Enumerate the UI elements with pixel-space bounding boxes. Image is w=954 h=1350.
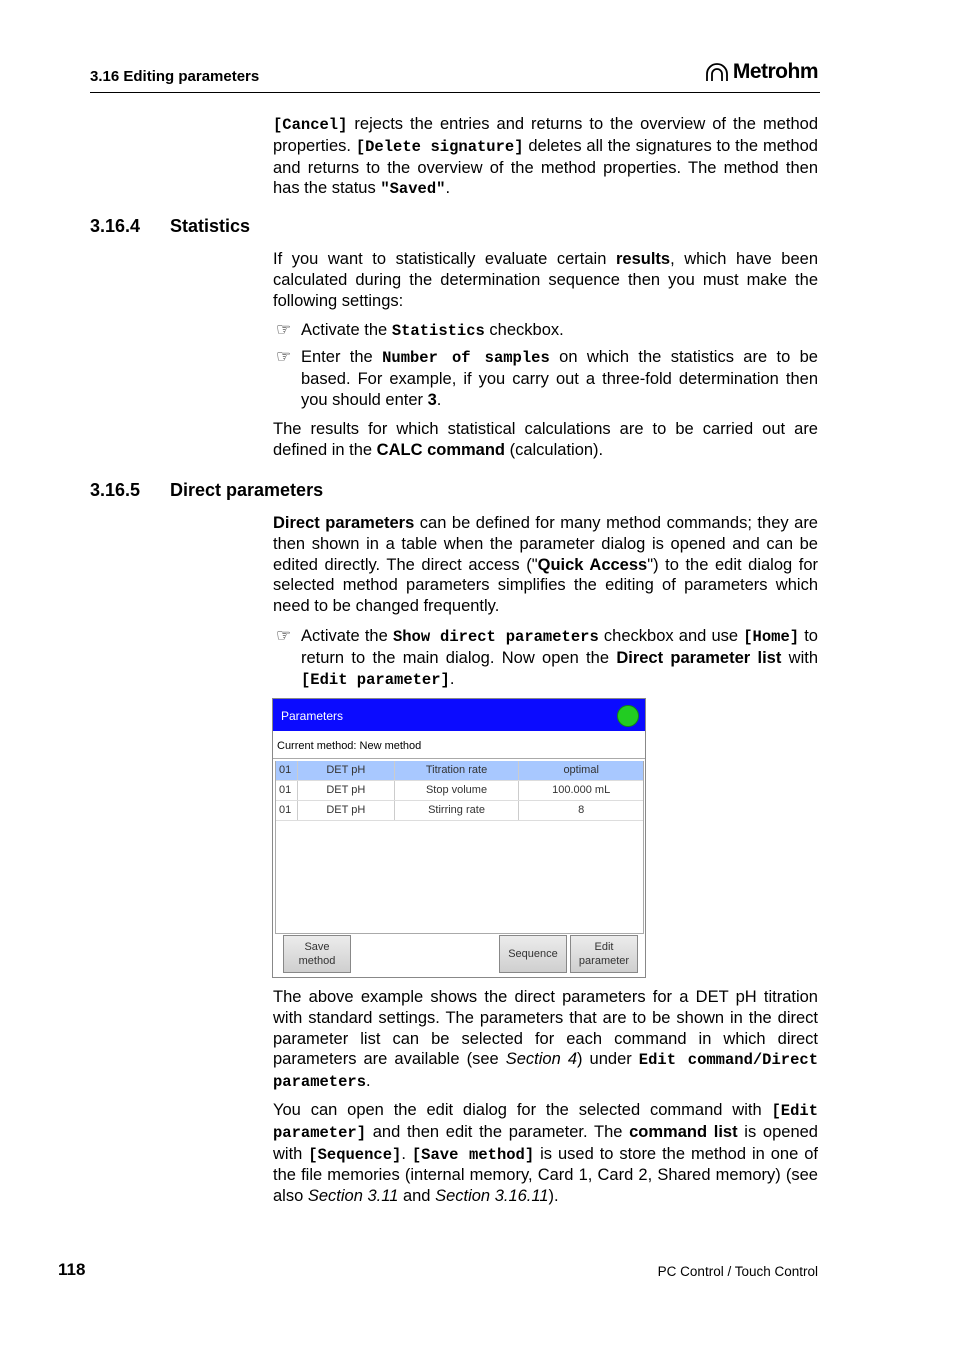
bold-term: Direct parameters (273, 514, 415, 532)
pointing-hand-icon: ☞ (276, 347, 292, 366)
direct-parameters-intro (273, 513, 818, 617)
cell-parameter: Stop volume (395, 781, 520, 800)
text: checkbox. (484, 321, 564, 339)
sequence-button[interactable] (499, 935, 567, 973)
table-row[interactable] (276, 801, 643, 821)
button-label: Edit parameter (578, 941, 630, 967)
bold-term: results (615, 250, 671, 268)
text: deletes all the signatures to the method and returns to the overview of the method properties. The method then has the status (273, 136, 818, 198)
example-paragraph (273, 987, 818, 1093)
logo-text: Metrohm (732, 60, 818, 83)
brand-logo (705, 60, 818, 84)
edit-parameter-ref: [Edit parameter] (273, 1102, 818, 1142)
text: The above example shows the direct parameters for a DET pH titration with standard settings. The parameters that are to be shown in the direct parameter list can be selected for each command in which direct parameters are available (see (273, 988, 818, 1069)
save-method-button[interactable] (283, 935, 351, 973)
text: . (401, 1144, 412, 1163)
section-number: 3.16.4 (90, 216, 141, 236)
section-reference: Section 3.11 (307, 1187, 399, 1206)
calc-paragraph (273, 419, 818, 461)
bullet-show-direct-parameters (276, 626, 818, 690)
text: If you want to statistically evaluate certain (273, 250, 616, 268)
section-title: Direct parameters (170, 480, 324, 500)
statistics-ref: Statistics (391, 322, 485, 340)
direct-parameter-table (275, 761, 644, 934)
product-name: PC Control / Touch Control (657, 1264, 818, 1279)
running-header: 3.16 Editing parameters (90, 68, 260, 85)
edit-parameter-button[interactable] (570, 935, 638, 973)
bullet-statistics-checkbox (276, 320, 818, 342)
button-label: Sequence (508, 948, 558, 960)
cancel-paragraph (273, 114, 818, 200)
text: ) under (577, 1050, 639, 1069)
cancel-ref: [Cancel] (273, 116, 348, 134)
save-method-ref: [Save method] (411, 1145, 535, 1164)
number-of-samples-ref: Number of samples (382, 349, 550, 367)
text: and (398, 1187, 436, 1206)
text: rejects the entries and returns to the overview of the method properties. (273, 115, 818, 155)
bullet-number-of-samples (276, 347, 818, 410)
edit-parameter-ref: [Edit parameter] (301, 670, 450, 689)
pointing-hand-icon: ☞ (276, 626, 292, 645)
section-reference: Section 3.16.11 (435, 1187, 549, 1206)
text: ). (548, 1187, 559, 1206)
status-led-icon (617, 705, 639, 727)
section-heading-direct-parameters (90, 480, 323, 501)
pointing-hand-icon: ☞ (276, 320, 292, 339)
delete-signature-ref: [Delete signature] (355, 137, 524, 156)
bold-term: Direct parameter list (616, 648, 782, 667)
text: . (445, 179, 451, 198)
dialog-title: Parameters (281, 709, 344, 723)
text: . (449, 669, 455, 688)
home-ref: [Home] (743, 628, 800, 646)
button-label: Save method (298, 941, 336, 967)
metrohm-logo-icon (705, 62, 729, 82)
section-title: Statistics (170, 216, 251, 236)
current-method-bar (273, 731, 645, 759)
cell-number: 01 (276, 781, 298, 800)
cell-value: 100.000 mL (552, 784, 611, 796)
current-method-label: Current method: New method (277, 740, 422, 752)
bold-term: command list (629, 1122, 738, 1141)
cell-command: DET pH (298, 801, 395, 820)
text: . (366, 1072, 371, 1091)
text: Activate the (301, 321, 392, 339)
cell-value: 8 (578, 804, 585, 816)
bold-term: Quick Access (537, 555, 648, 574)
sequence-ref: [Sequence] (308, 1145, 402, 1164)
cell-number: 01 (276, 801, 298, 820)
text: ") to the edit dialog for selected method parameters simplifies the editing of parameters which need to be changed frequently. (273, 555, 819, 616)
bold-value: 3 (427, 390, 437, 409)
section-reference: Section 4 (505, 1050, 577, 1069)
text: (calculation). (505, 440, 604, 459)
text: with (781, 648, 818, 667)
text: to return to the main dialog. Now open the (301, 627, 818, 667)
table-row[interactable] (276, 761, 643, 781)
text: The results for which statistical calculations are to be carried out are defined in the (273, 420, 818, 459)
parameters-dialog (272, 698, 646, 978)
table-row[interactable] (276, 781, 643, 801)
text: Enter the (301, 348, 383, 366)
section-number: 3.16.5 (90, 480, 141, 500)
text: You can open the edit dialog for the selected command with (273, 1101, 772, 1119)
text: on which the statistics are to be based. For example, if you carry out a three-fold determination then you should enter (301, 348, 818, 409)
section-heading-statistics (90, 216, 250, 237)
text: is opened with (273, 1122, 818, 1163)
page-number: 118 (58, 1260, 86, 1279)
bold-term: CALC command (376, 440, 506, 459)
text: can be defined for many method commands; they are then shown in a table when the parameter dialog is opened and can be edited directly. The direct access (" (273, 514, 818, 574)
cell-parameter: Stirring rate (395, 801, 520, 820)
cell-number: 01 (276, 761, 298, 780)
text: . (436, 390, 442, 409)
text: Activate the (301, 627, 393, 645)
text: and then edit the parameter. The (366, 1122, 630, 1141)
cell-command: DET pH (298, 761, 395, 780)
statistics-intro (273, 249, 818, 311)
edit-command-ref: Edit command/Direct parameters (273, 1051, 818, 1092)
text: , which have been calculated during the determination sequence then you must make the following settings: (273, 250, 819, 310)
edit-dialog-paragraph (273, 1100, 818, 1207)
cell-command: DET pH (298, 781, 395, 800)
dialog-title-bar (273, 699, 645, 731)
cell-parameter: Titration rate (395, 761, 520, 780)
show-direct-parameters-ref: Show direct parameters (392, 628, 599, 646)
text: is used to store the method in one of the file memories (internal memory, Card 1, Card 2, Shared memory) (see also (273, 1144, 818, 1206)
page-header (90, 60, 820, 93)
saved-status: "Saved" (380, 180, 446, 199)
cell-value: optimal (563, 764, 599, 776)
text: checkbox and use (598, 627, 744, 645)
